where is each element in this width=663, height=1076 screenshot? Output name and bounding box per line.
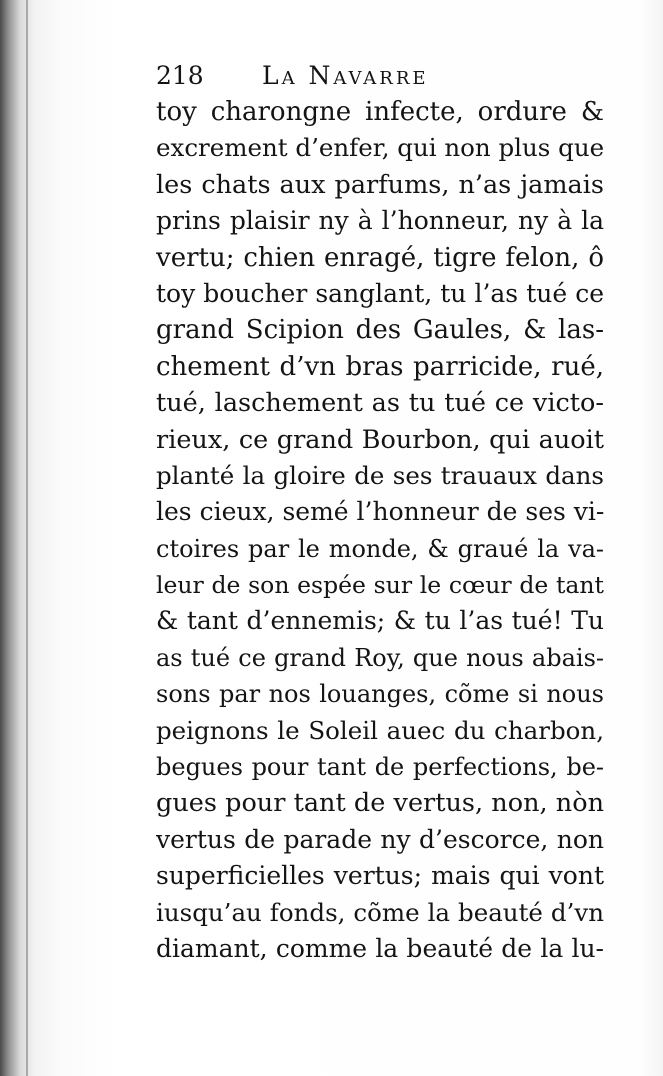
text-line: rieux, ce grand Bourbon, qui auoit	[156, 424, 604, 455]
text-line: peignons le Soleil auec du charbon,	[156, 715, 604, 745]
text-line: planté la gloire de ses trauaux dans	[156, 460, 604, 490]
text-line: gues pour tant de vertus, non, nòn	[156, 788, 604, 819]
text-line: vertus de parade ny d’escorce, non	[156, 824, 604, 854]
text-line: begues pour tant de perfections, be-	[156, 753, 604, 782]
text-line: grand Scipion des Gaules, & las-	[156, 315, 604, 346]
text-line: prins plaisir ny à l’honneur, ny à la	[156, 206, 604, 236]
running-title: La Navarre	[262, 61, 429, 90]
text-line: ctoires par le monde, & graué la va-	[156, 534, 604, 563]
book-gutter-shadow	[26, 0, 28, 1076]
text-line: superficielles vertus; mais qui vont	[156, 861, 604, 891]
text-line: chement d’vn bras parricide, rué,	[156, 351, 604, 382]
text-line: les chats aux parfums, n’as jamais	[156, 169, 604, 200]
running-header	[156, 58, 604, 94]
text-line: sons par nos louanges, cõme si nous	[156, 680, 604, 709]
text-line: tué, laschement as tu tué ce victo-	[156, 388, 604, 419]
text-line: & tant d’ennemis; & tu l’as tué! Tu	[156, 606, 604, 636]
text-line: diamant, comme la beauté de la lu-	[156, 933, 604, 963]
text-line: vertu; chien enragé, tigre felon, ô	[156, 242, 604, 273]
body-text	[156, 94, 604, 967]
text-line: as tué ce grand Roy, que nous abais-	[156, 643, 604, 672]
text-line: les cieux, semé l’honneur de ses vi-	[156, 497, 604, 527]
text-line: leur de son espée sur le cœur de tant	[156, 571, 604, 600]
text-line: toy charongne infecte, ordure &	[156, 97, 604, 127]
text-line: iusqu’au fonds, cõme la beauté d’vn	[156, 897, 604, 927]
page-text-block	[156, 58, 604, 967]
page-number: 218	[156, 61, 204, 90]
text-line: toy boucher sanglant, tu l’as tué ce	[156, 278, 604, 308]
text-line: excrement d’enfer, qui non plus que	[156, 133, 604, 163]
